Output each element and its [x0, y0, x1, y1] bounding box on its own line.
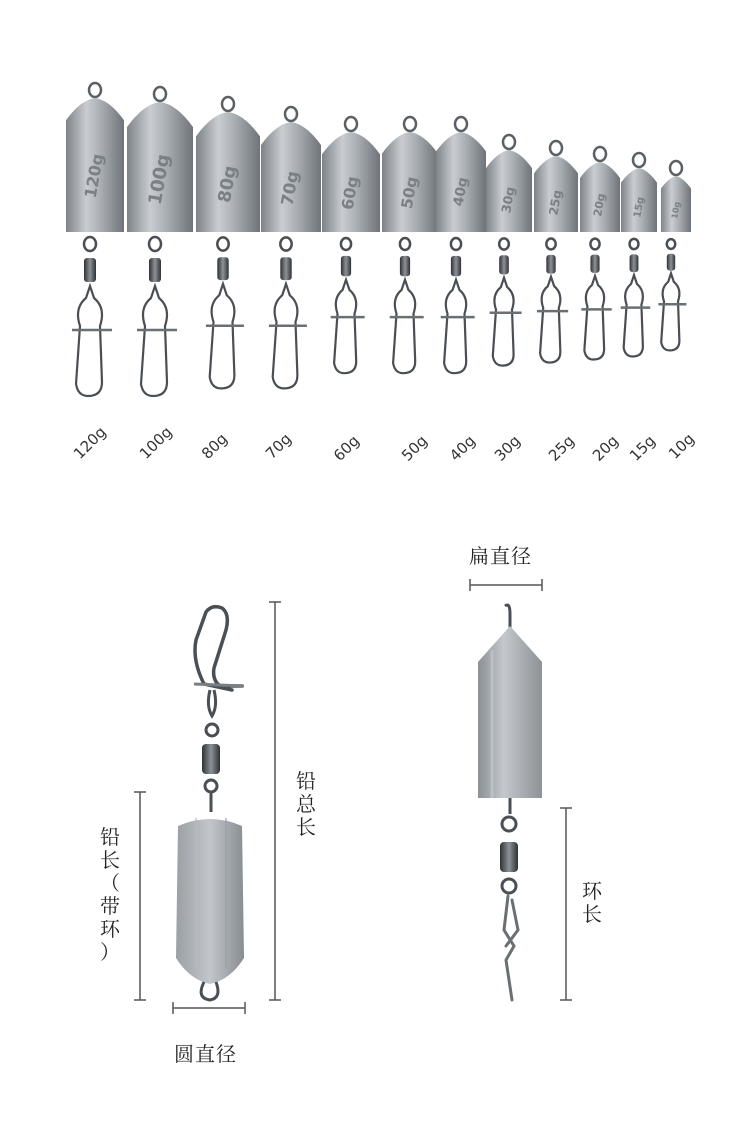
weight-label: 30g [491, 431, 524, 465]
snap-clip-icon [334, 280, 356, 374]
snap-clip-icon [584, 276, 604, 360]
engraved-weight-text: 20g [591, 192, 608, 218]
top-ring-icon [154, 87, 166, 101]
weight-15g [621, 153, 657, 356]
top-ring-icon [633, 153, 645, 167]
snap-clip-side-icon [504, 896, 518, 1000]
swivel-icon [667, 254, 675, 271]
round-lead-body-icon [176, 819, 244, 984]
top-ring-icon [89, 83, 101, 97]
top-ring-icon [594, 147, 606, 161]
engraved-weight-text: 30g [498, 185, 518, 215]
engraved-weight-text: 100g [144, 152, 175, 207]
flat-lead-body-icon [478, 626, 542, 798]
swivel-icon [451, 256, 461, 276]
top-ring-icon [503, 135, 515, 149]
swivel-icon [202, 744, 220, 774]
flat-lead-diagram [470, 579, 572, 1000]
weight-25g [534, 141, 578, 363]
engraved-weight-text: 80g [214, 164, 242, 205]
weight-100g [127, 87, 193, 396]
snap-clip-icon [444, 280, 466, 374]
weight-80g [196, 97, 260, 388]
weight-label: 50g [398, 431, 431, 465]
engraved-weight-text: 50g [397, 175, 422, 211]
weight-label: 40g [446, 431, 479, 465]
top-ring-icon [404, 117, 416, 131]
swivel-icon [630, 254, 639, 272]
ring-length-label: 环 长 [582, 879, 602, 926]
top-ring-icon [222, 97, 234, 111]
top-ring-icon [550, 141, 562, 155]
weight-10g [658, 161, 691, 350]
engraved-weight-text: 70g [277, 169, 303, 208]
weight-label: 120g [70, 423, 110, 463]
swivel-icon [84, 258, 96, 282]
top-ring-icon [455, 117, 467, 131]
engraved-weight-text: 40g [450, 176, 472, 208]
weight-label: 10g [665, 429, 698, 463]
weight-120g [66, 83, 124, 396]
round-diameter-label: 圆直径 [174, 1042, 237, 1066]
weight-label: 80g [198, 429, 231, 463]
snap-clip-icon [624, 275, 643, 356]
engraved-weight-text: 25g [546, 188, 565, 217]
weight-70g [261, 107, 321, 388]
weight-60g [322, 117, 380, 373]
round-lead-diagram [134, 602, 281, 1014]
engraved-weight-text: 15g [632, 196, 647, 219]
weight-label: 70g [262, 429, 295, 463]
top-ring-icon [345, 117, 357, 131]
weight-40g [436, 117, 486, 373]
swivel-icon [400, 256, 410, 276]
total-length-label: 铅 总 长 [296, 769, 316, 839]
lead-length-label: 铅 长 （ 带 环 ） [100, 825, 120, 964]
weight-label: 20g [589, 431, 622, 465]
snap-clip-icon [76, 286, 102, 396]
weights-row [0, 0, 750, 480]
snap-clip-icon [661, 273, 679, 350]
swivel-icon [590, 255, 599, 273]
swivel-icon [546, 255, 555, 274]
weight-30g [486, 135, 532, 366]
snap-clip-icon [540, 277, 560, 363]
swivel-icon-2 [500, 842, 518, 872]
snap-clip-icon [393, 280, 415, 374]
snap-clip-icon [195, 607, 242, 690]
top-ring-icon [670, 161, 682, 175]
weight-label: 25g [545, 431, 578, 465]
flat-diameter-label: 扁直径 [469, 544, 532, 568]
engraved-weight-text: 60g [337, 174, 363, 212]
engraved-weight-text: 10g [669, 200, 682, 220]
snap-clip-icon [210, 284, 235, 389]
snap-clip-icon [141, 286, 167, 396]
swivel-icon [499, 255, 509, 274]
top-ring-icon [285, 107, 297, 121]
weight-label: 15g [626, 431, 659, 465]
snap-clip-icon [493, 278, 514, 366]
weights-illustration [0, 0, 750, 480]
weight-label: 60g [330, 431, 363, 465]
weight-20g [580, 147, 620, 360]
weight-label: 100g [136, 423, 176, 463]
snap-clip-icon [273, 284, 298, 389]
weight-50g [382, 117, 438, 373]
swivel-icon [149, 258, 161, 282]
engraved-weight-text: 120g [80, 152, 108, 200]
swivel-icon [280, 257, 291, 280]
swivel-icon [217, 257, 228, 280]
swivel-icon [341, 256, 351, 276]
